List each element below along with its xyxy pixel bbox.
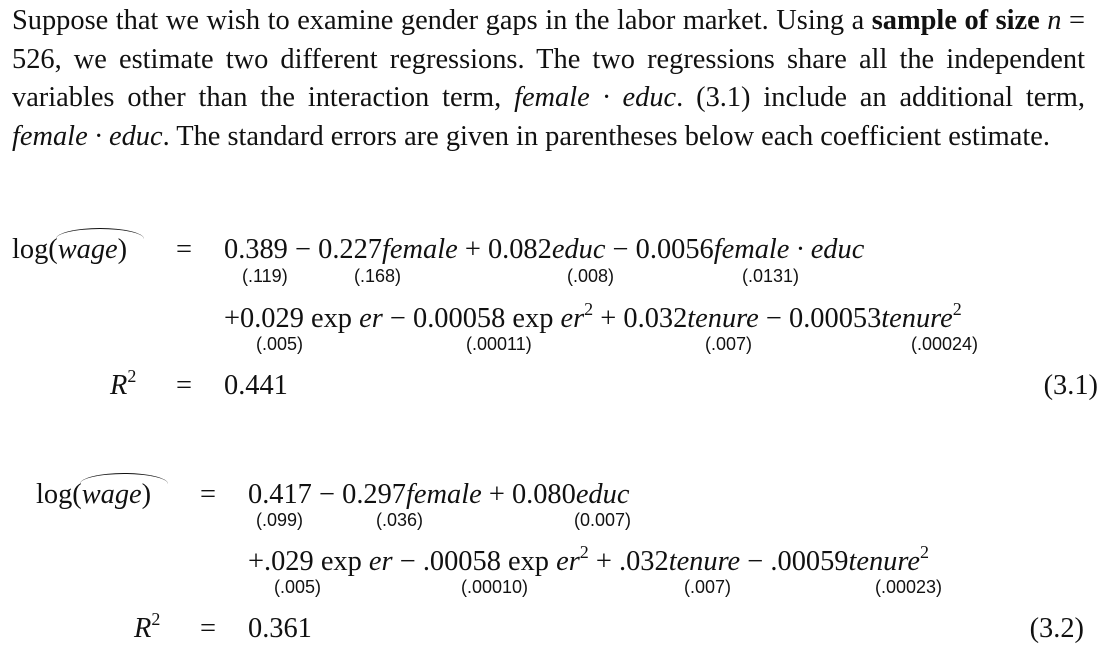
intro-text-1: Suppose that we wish to examine gender gaps in the labor market. Using a	[12, 5, 872, 36]
std-error: (.007)	[684, 577, 732, 597]
std-error: (0.007)	[574, 510, 632, 530]
eq1-row2: +0.029 exp er − 0.00058 $\exp er^2$ + 0.032tenure − 0.00053tenure$^2$	[224, 299, 962, 334]
std-error: (.005)	[274, 577, 322, 597]
intro-text-4: . The standard errors are given in parentheses below each coefficient estimate.	[162, 120, 1050, 152]
equation-number: (3.2)	[1029, 613, 1084, 644]
r-squared-value: 0.441	[224, 370, 288, 401]
eq2-row1: 0.417 − 0.297female + 0.080educ	[248, 479, 630, 510]
intro-paragraph	[12, 2, 1085, 156]
intro-text-2: = 526, we estimate two different regressions. The two regressions share all the independent variables other than the interaction term,	[12, 5, 1086, 113]
interaction-term: female · educ	[12, 120, 163, 152]
r-squared-label: $R^2$	[110, 366, 137, 401]
equation-number: (3.1)	[1043, 370, 1098, 401]
eq2-row2: +.029 exp er − .00058 $\exp er^2$ + .032tenure − .00059tenure$^2$	[248, 542, 929, 577]
std-error: (.119)	[242, 266, 288, 286]
std-error: (.0131)	[742, 266, 800, 286]
hat-accent	[80, 473, 168, 484]
sample-size-bold: sample of size	[871, 5, 1040, 36]
std-error: (.007)	[705, 334, 753, 354]
equals-sign: =	[200, 613, 217, 644]
std-error: (.00024)	[911, 334, 979, 354]
std-error: (.036)	[376, 510, 424, 530]
std-error: (.168)	[354, 266, 402, 286]
n-variable: n	[1047, 5, 1062, 36]
std-error: (.099)	[256, 510, 304, 530]
intro-text-3: . (3.1) include an additional term,	[676, 82, 1085, 113]
r-squared-label: $R^2$	[134, 609, 161, 644]
equals-sign: =	[176, 370, 193, 401]
std-error: (.00011)	[466, 334, 532, 354]
std-error: (.00010)	[461, 577, 529, 597]
eq1-row1: 0.389 − 0.227female + 0.082educ − 0.0056female · educ	[224, 234, 865, 265]
r-squared-value: 0.361	[248, 613, 312, 644]
std-error: (.00023)	[875, 577, 943, 597]
hat-accent	[56, 228, 144, 239]
interaction-term: female · educ	[514, 82, 677, 113]
std-error: (.005)	[256, 334, 304, 354]
log-wage-label: log(wage)	[12, 234, 128, 265]
equals-sign: =	[176, 234, 193, 265]
log-wage-label: log(wage)	[36, 479, 152, 510]
std-error: (.008)	[567, 266, 615, 286]
equals-sign: =	[200, 479, 217, 510]
